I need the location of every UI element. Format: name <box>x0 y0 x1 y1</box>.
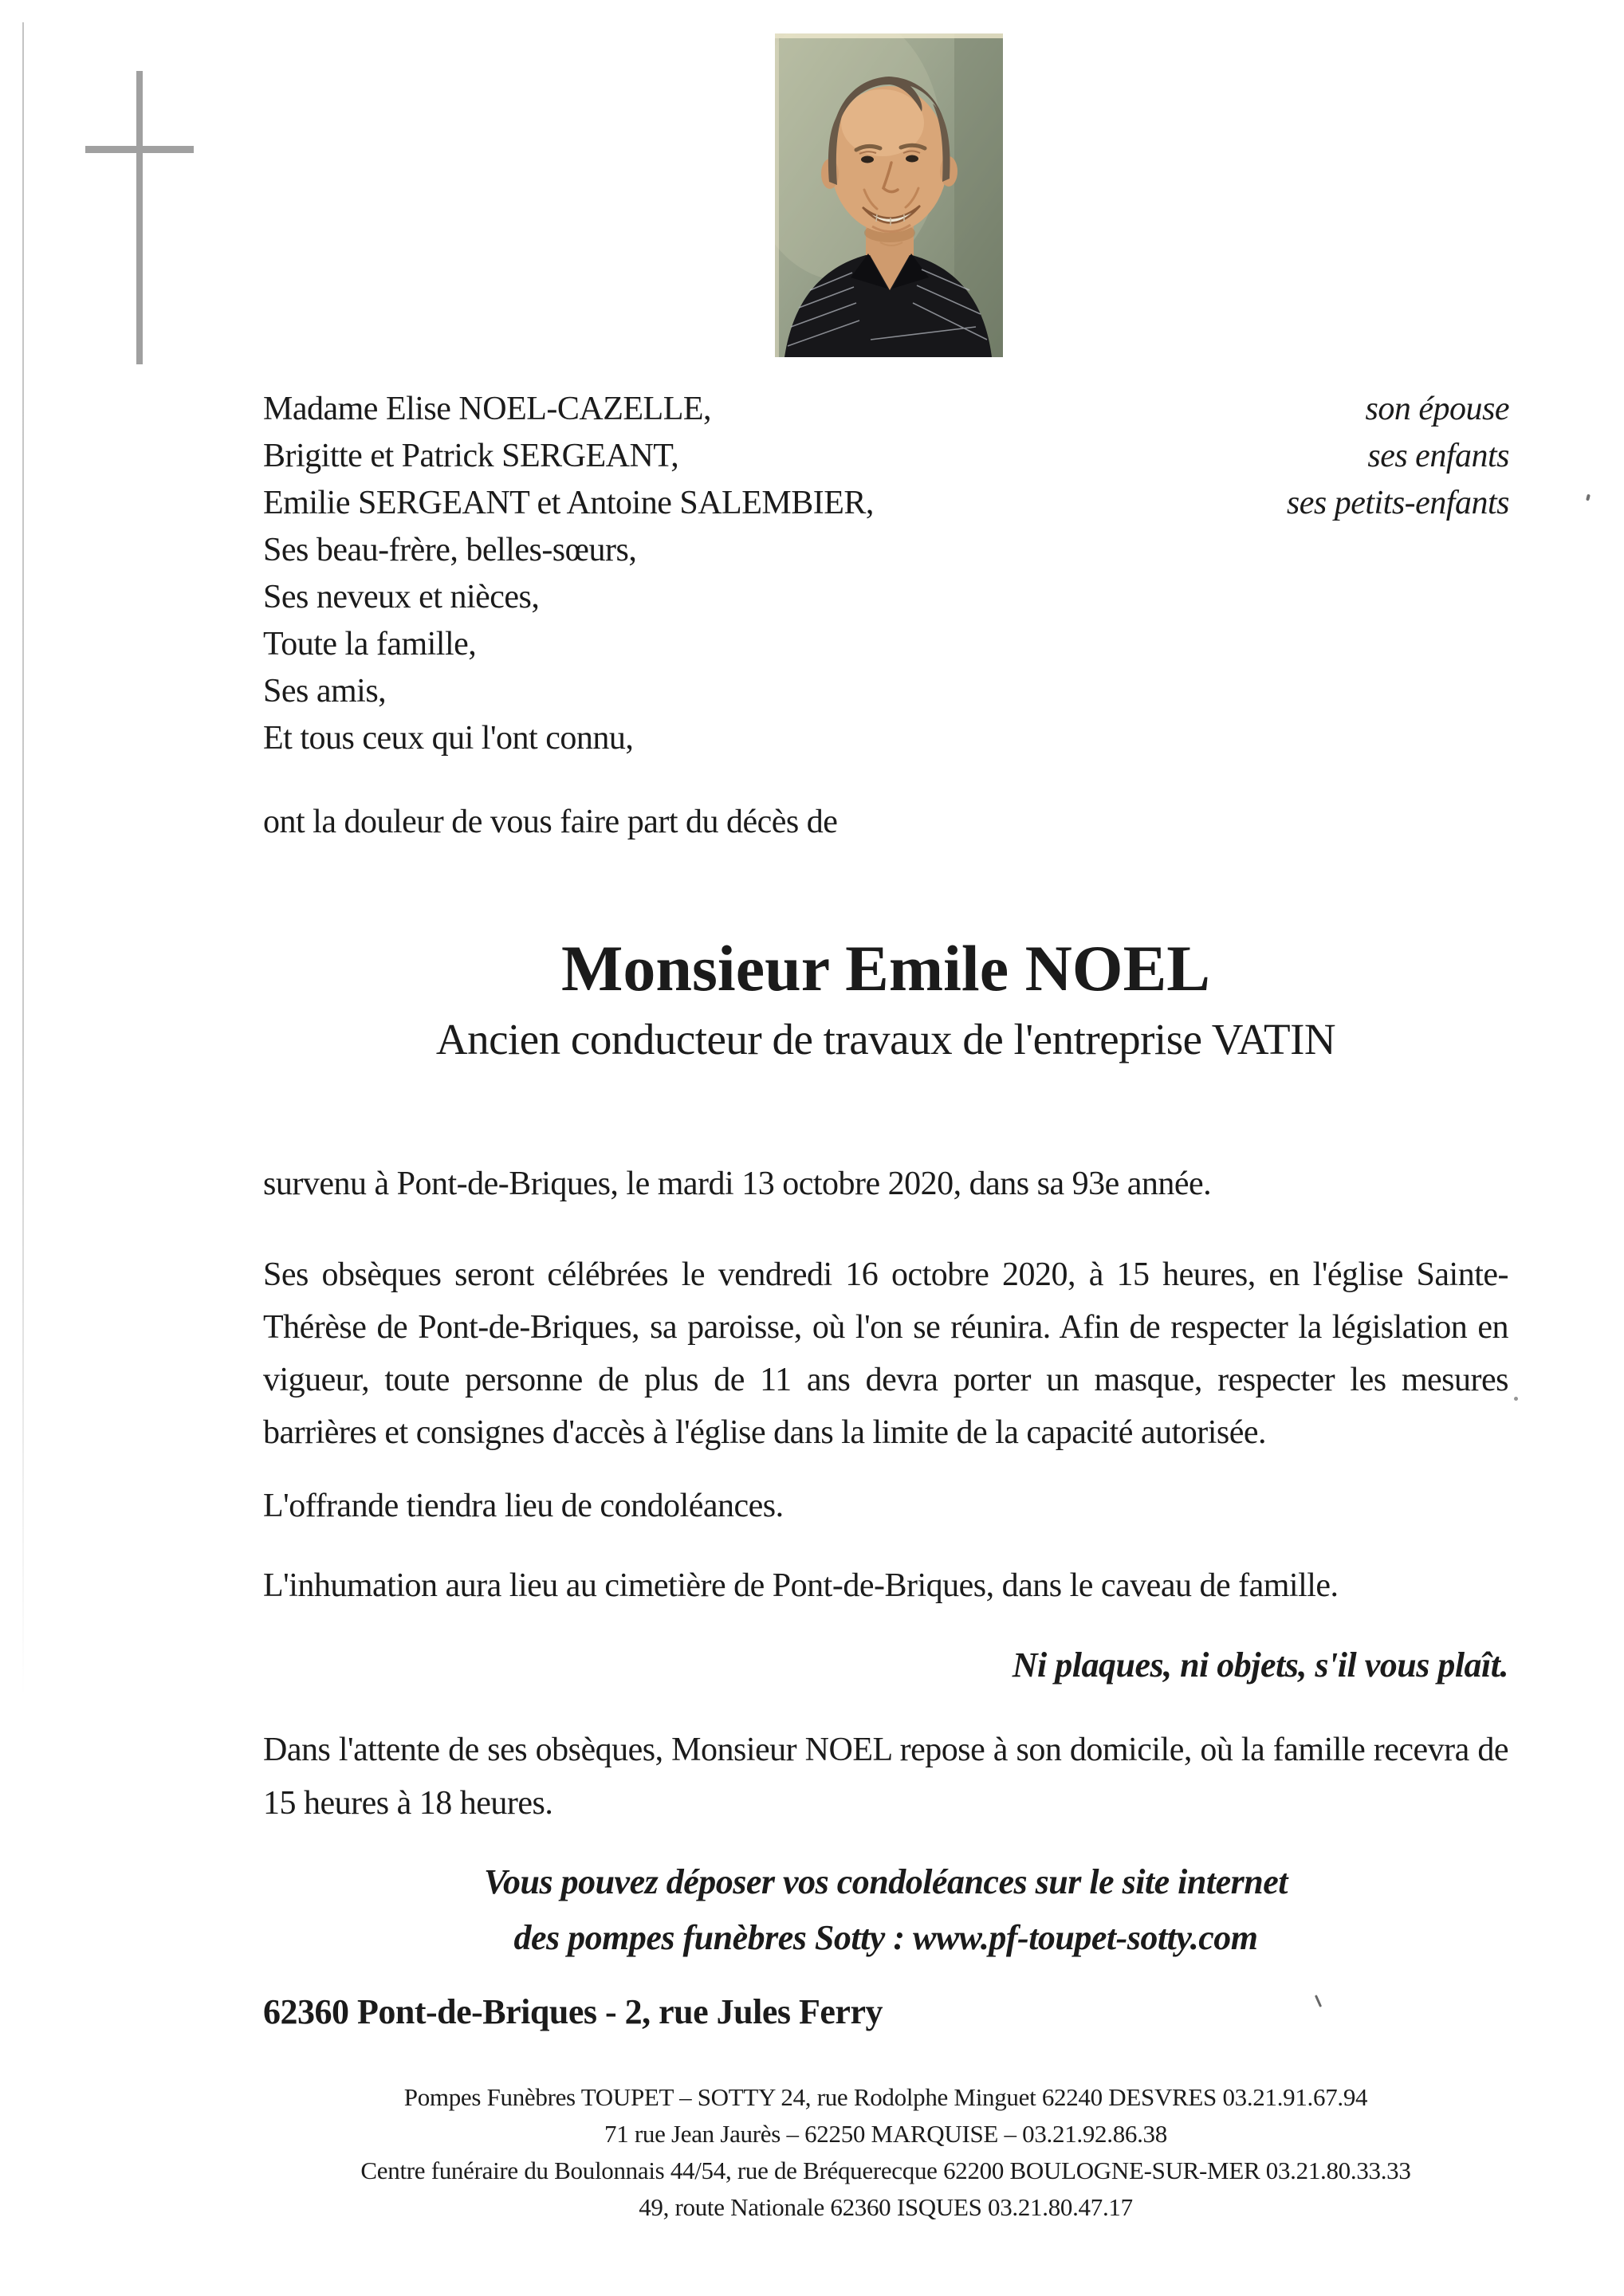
mourner-line: Ses beau-frère, belles-sœurs, <box>263 532 637 568</box>
relation-line: ses enfants <box>1367 438 1509 474</box>
scan-edge-artifact <box>22 22 24 1696</box>
relations-list <box>263 386 1509 527</box>
relation-line: son épouse <box>1365 391 1509 427</box>
portrait-photo-art <box>775 33 1003 357</box>
funeral-home-line: Pompes Funèbres TOUPET – SOTTY 24, rue Rodolphe Minguet 62240 DESVRES 03.21.91.67.94 <box>403 2083 1368 2111</box>
condolences-line: Vous pouvez déposer vos condoléances sur le site internet <box>484 1862 1288 1901</box>
burial-line: L'inhumation aura lieu au cimetière de Pont-de-Briques, dans le caveau de famille. <box>263 1567 1339 1604</box>
condolences-note <box>263 1854 1508 1966</box>
funeral-home-line: 49, route Nationale 62360 ISQUES 03.21.80.47.17 <box>639 2193 1133 2221</box>
offering-line: L'offrande tiendra lieu de condoléances. <box>263 1488 784 1524</box>
scan-artifact <box>1514 1397 1518 1401</box>
portrait-photo <box>775 33 1003 357</box>
announcement-line: ont la douleur de vous faire part du décès de <box>263 804 838 840</box>
mourner-line: Brigitte et Patrick SERGEANT, <box>263 438 679 474</box>
ceremony-details: Ses obsèques seront célébrées le vendredi 16 octobre 2020, à 15 heures, en l'église Sainte-Thérèse de Pont-de-Briques, sa paroisse, où l'on se réunira. Afin de respecter la législation en vigueur, toute personne de plus de 11 ans devra porter un masque, respecter les mesures barrières et consignes d'accès à l'église dans la limite de la capacité autorisée. <box>263 1256 1508 1451</box>
mourner-line: Madame Elise NOEL-CAZELLE, <box>263 391 711 427</box>
cross-vertical-bar <box>136 71 143 364</box>
mourner-line: Ses amis, <box>263 673 387 710</box>
funeral-home-line: Centre funéraire du Boulonnais 44/54, rue de Bréquerecque 62200 BOULOGNE-SUR-MER 03.21.80.33.33 <box>360 2156 1411 2184</box>
mourner-line: Emilie SERGEANT et Antoine SALEMBIER, <box>263 485 874 521</box>
mourner-line: Et tous ceux qui l'ont connu, <box>263 720 634 757</box>
deceased-name: Monsieur Emile NOEL <box>561 932 1210 1005</box>
mourner-line: Toute la famille, <box>263 626 477 662</box>
condolences-website-line: des pompes funèbres Sotty : www.pf-toupet-sotty.com <box>513 1918 1258 1957</box>
mourner-line: Ses neveux et nièces, <box>263 579 540 615</box>
funeral-home-footer <box>263 2079 1508 2226</box>
home-address: 62360 Pont-de-Briques - 2, rue Jules Ferry <box>263 1992 883 2031</box>
no-plaques-request: Ni plaques, ni objets, s'il vous plaît. <box>1012 1645 1508 1685</box>
funeral-home-line: 71 rue Jean Jaurès – 62250 MARQUISE – 03.21.92.86.38 <box>604 2120 1167 2148</box>
cross-horizontal-bar <box>85 146 194 153</box>
scan-artifact <box>1586 494 1591 501</box>
deceased-profession: Ancien conducteur de travaux de l'entreprise VATIN <box>435 1015 1336 1063</box>
death-details: survenu à Pont-de-Briques, le mardi 13 octobre 2020, dans sa 93e année. <box>263 1166 1212 1202</box>
relation-line: ses petits-enfants <box>1286 485 1509 521</box>
repose-details: Dans l'attente de ses obsèques, Monsieur NOEL repose à son domicile, où la famille recevra de 15 heures à 18 heures. <box>263 1732 1508 1822</box>
